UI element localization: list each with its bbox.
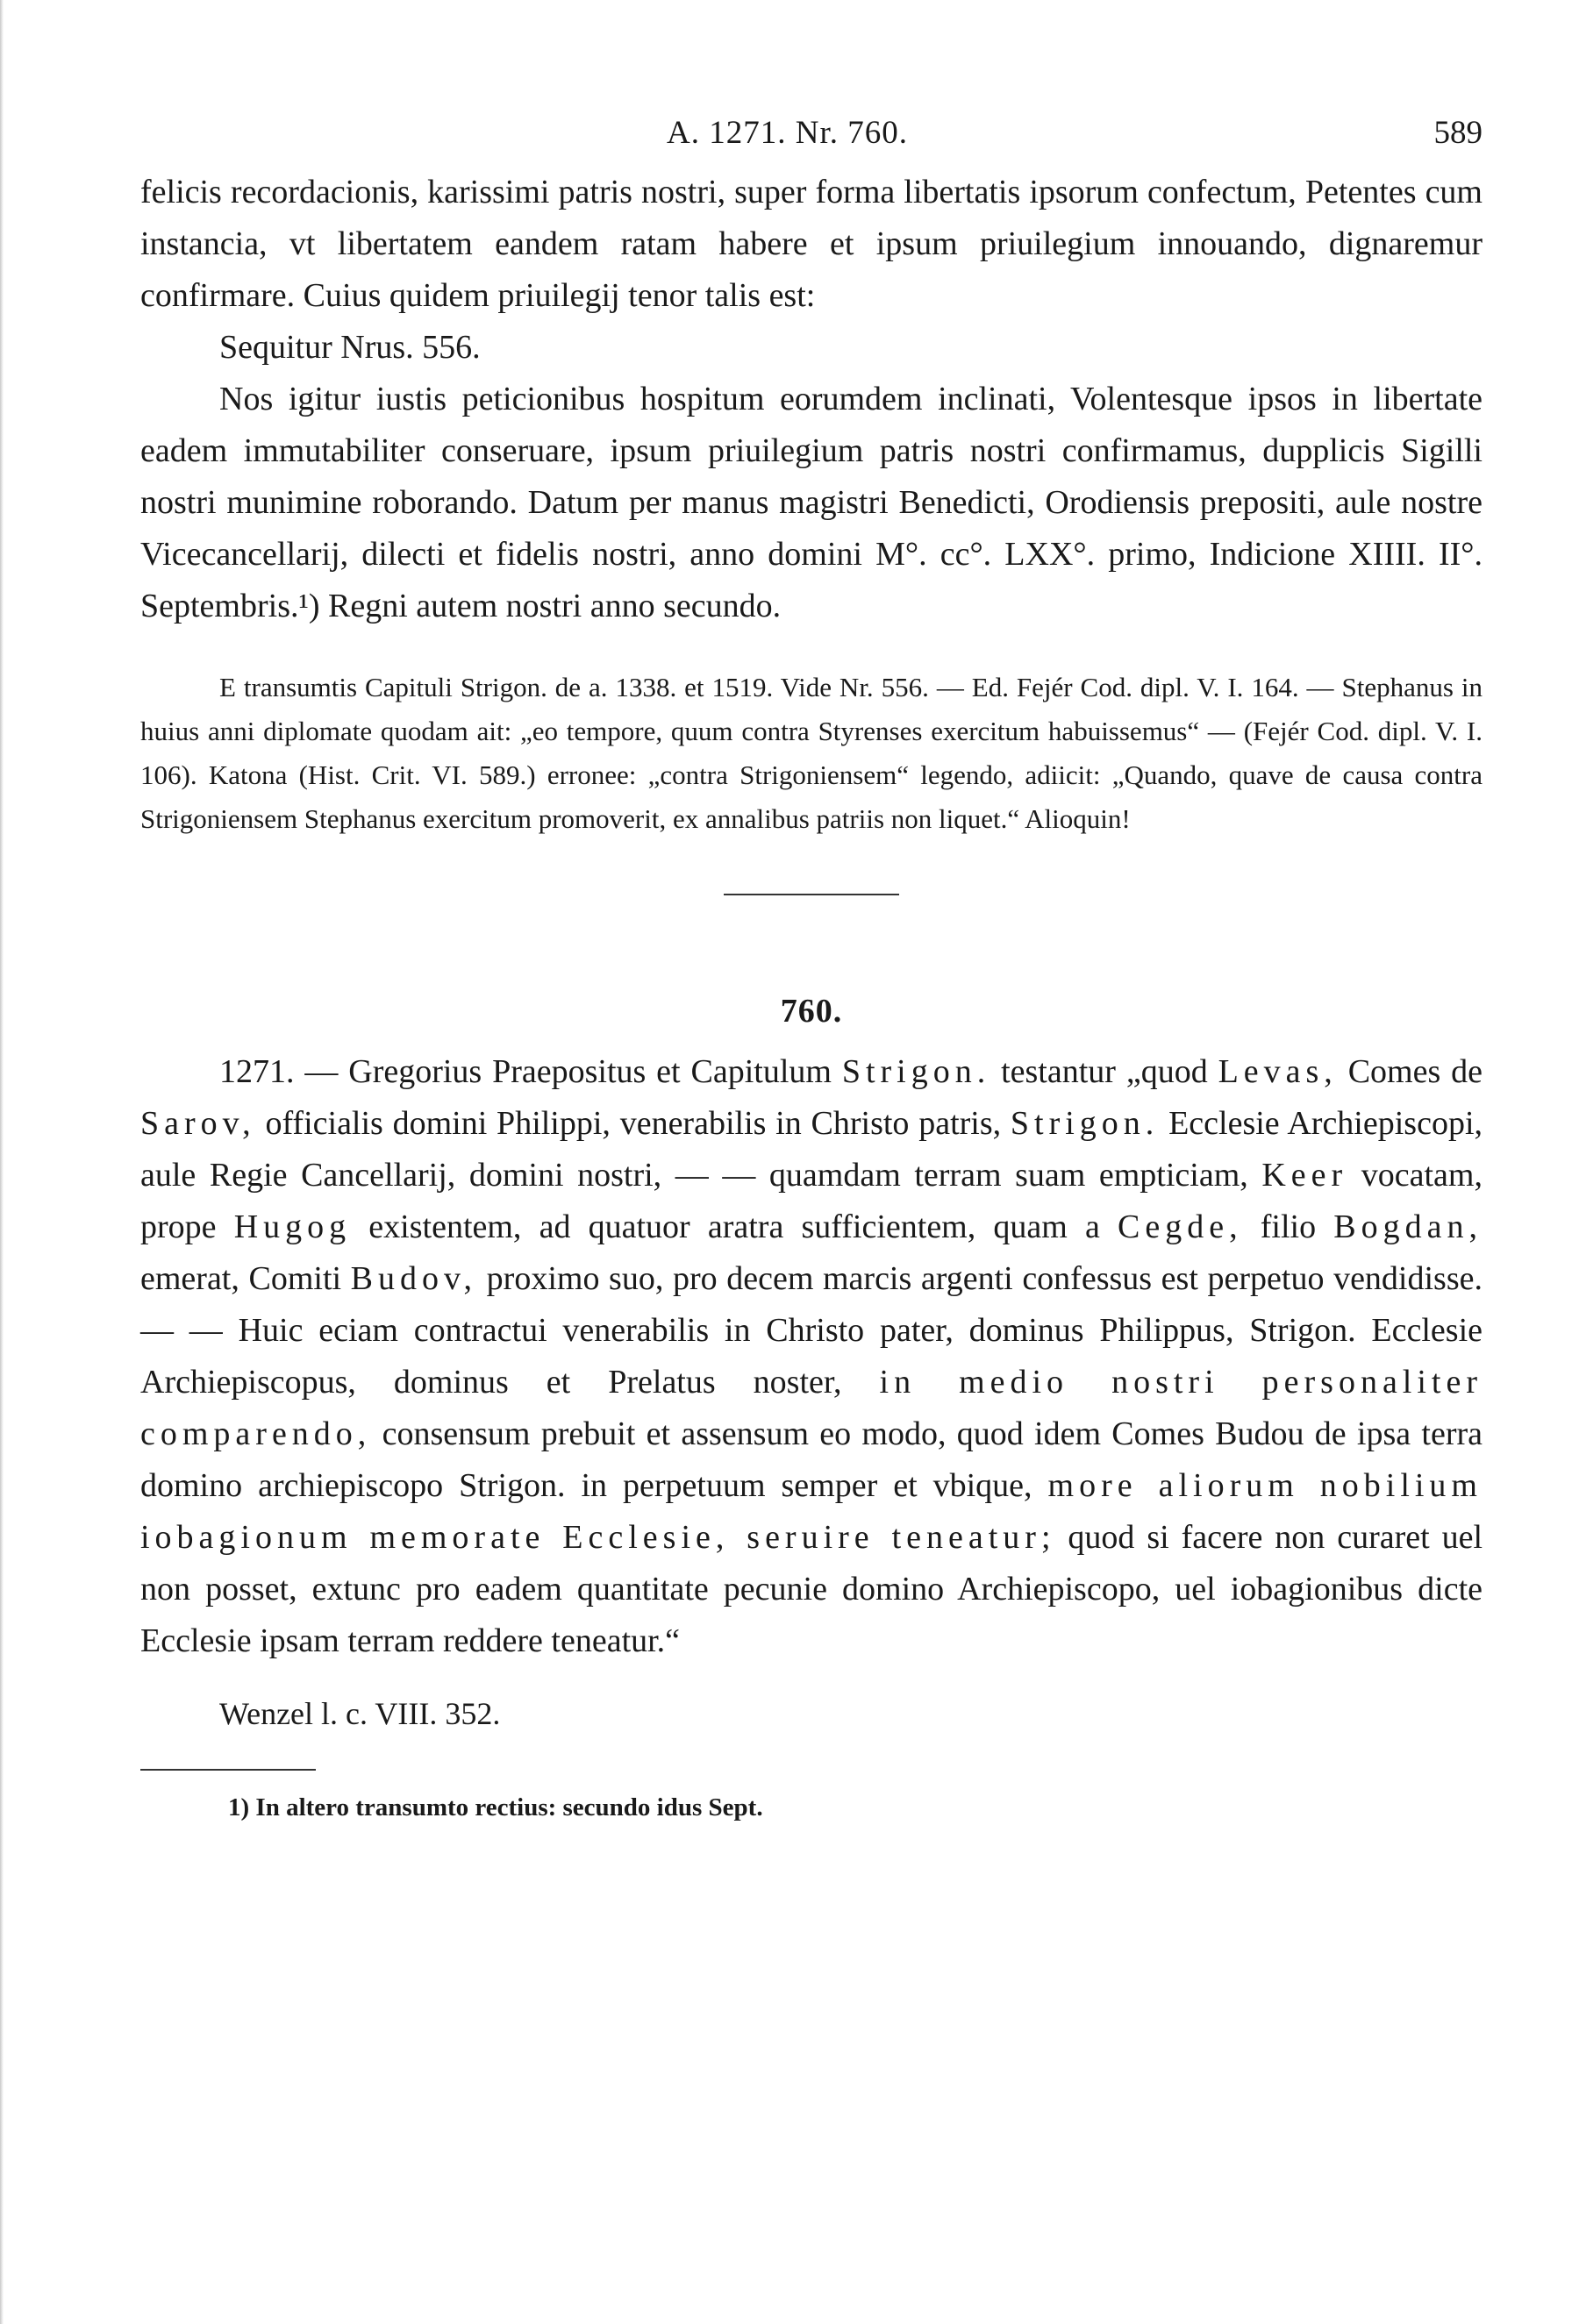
place-name-hugog: Hugog bbox=[233, 1208, 352, 1245]
emphasized-phrase: in medio nostri personaliter comparendo, bbox=[140, 1364, 1483, 1452]
text-segment: existentem, ad quatuor aratra sufficientem, quam a bbox=[351, 1208, 1118, 1245]
place-name-strigon: Strigon. bbox=[1010, 1105, 1160, 1142]
previous-document-paragraph-2: Nos igitur iustis peticionibus hospitum eorumdem inclinati, Volentesque ipsos in libertate eadem immutabiliter conseruare, ipsum priuilegium patris nostri confirmamus, dupplicis Sigilli nostri munimine roborando. Datum per manus magistri Benedicti, Orodiensis prepositi, aule nostre Vicecancellarij, dilecti et fidelis nostri, anno domini M°. cc°. LXX°. primo, Indicione XIIII. II°. Septembris.¹) Regni autem nostri anno secundo. bbox=[140, 381, 1483, 624]
place-name-strigon: Strigon. bbox=[841, 1053, 991, 1090]
source-note: E transumtis Capituli Strigon. de a. 1338. et 1519. Vide Nr. 556. — Ed. Fejér Cod. dipl. V. I. 164. — Stephanus in huius anni diplomate quodam ait: „eo tempore, quum contra Styrenses exercitum habuissemus“ — (Fejér Cod. dipl. V. I. 106). Katona (Hist. Crit. VI. 589.) erronee: „contra Strigoniensem“ legendo, adiicit: „Quando, quave de causa contra Strigoniensem Stephanus exercitum promoverit, ex annalibus patriis non liquet.“ Alioquin! bbox=[140, 672, 1483, 834]
place-name-sarov: Sarov, bbox=[140, 1105, 256, 1142]
emphasized-phrase: more aliorum nobilium iobagionum memorate Ecclesie, seruire teneatur; bbox=[140, 1467, 1483, 1556]
text-segment: emerat, Comiti bbox=[140, 1260, 351, 1297]
page-number: 589 bbox=[1433, 115, 1483, 151]
text-segment: testantur „quod bbox=[990, 1053, 1218, 1090]
text-segment: vocatam, prope bbox=[140, 1157, 1483, 1245]
text-segment: consensum prebuit et assensum eo modo, quod idem Comes Budou de ipsa terra domino archiepiscopo Strigon. in perpetuum semper et vbique, bbox=[140, 1415, 1483, 1504]
text-segment: Ecclesie Archiepiscopi, aule Regie Cancellarij, domini nostri, — — quamdam terram suam empticiam, bbox=[140, 1105, 1483, 1194]
text-segment: quod si facere non curaret uel non posset, extunc pro eadem quantitate pecunie domino Archiepiscopo, uel iobagionibus dicte Ecclesie ipsam terram reddere teneatur.“ bbox=[140, 1519, 1483, 1659]
document-year: 1271. bbox=[219, 1053, 295, 1090]
running-head: A. 1271. Nr. 760. bbox=[667, 115, 908, 151]
footnote-divider bbox=[140, 1769, 316, 1771]
text-segment: filio bbox=[1242, 1208, 1334, 1245]
previous-document-paragraph-1: felicis recordacionis, karissimi patris nostri, super forma libertatis ipsorum confectum, Petentes cum instancia, vt libertatem eandem ratam habere et ipsum priuilegium innouando, dignaremur confirmare. Cuius quidem priuilegij tenor talis est: bbox=[140, 174, 1483, 314]
sequitur-reference: Sequitur Nrus. 556. bbox=[219, 329, 481, 366]
person-name-bogdan: Bogdan, bbox=[1333, 1208, 1483, 1245]
text-segment: — Gregorius Praepositus et Capitulum bbox=[294, 1053, 842, 1090]
citation: Wenzel l. c. VIII. 352. bbox=[219, 1696, 501, 1731]
document-760-text bbox=[140, 1046, 1483, 1667]
text-segment: proximo suo, pro decem marcis argenti confessus est perpetuo vendidisse. — — Huic eciam contractui venerabilis in Christo pater, dominus Philippus, Strigon. Ecclesie Archiepiscopus, dominus et Prelatus noster, bbox=[140, 1260, 1483, 1401]
page-header bbox=[140, 114, 1483, 167]
place-name-keer: Keer bbox=[1261, 1157, 1348, 1194]
person-name-cegde: Cegde, bbox=[1118, 1208, 1243, 1245]
section-divider bbox=[724, 894, 899, 895]
person-name-levas: Levas, bbox=[1218, 1053, 1338, 1090]
document-number: 760. bbox=[780, 993, 843, 1030]
text-segment: officialis domini Philippi, venerabilis in Christo patris, bbox=[255, 1105, 1011, 1142]
text-segment: Comes de bbox=[1337, 1053, 1483, 1090]
footnote: 1) In altero transumto rectius: secundo idus Sept. bbox=[228, 1793, 763, 1821]
person-name-budov: Budov, bbox=[350, 1260, 478, 1297]
document-page bbox=[140, 114, 1483, 1822]
binding-edge bbox=[0, 0, 4, 2324]
